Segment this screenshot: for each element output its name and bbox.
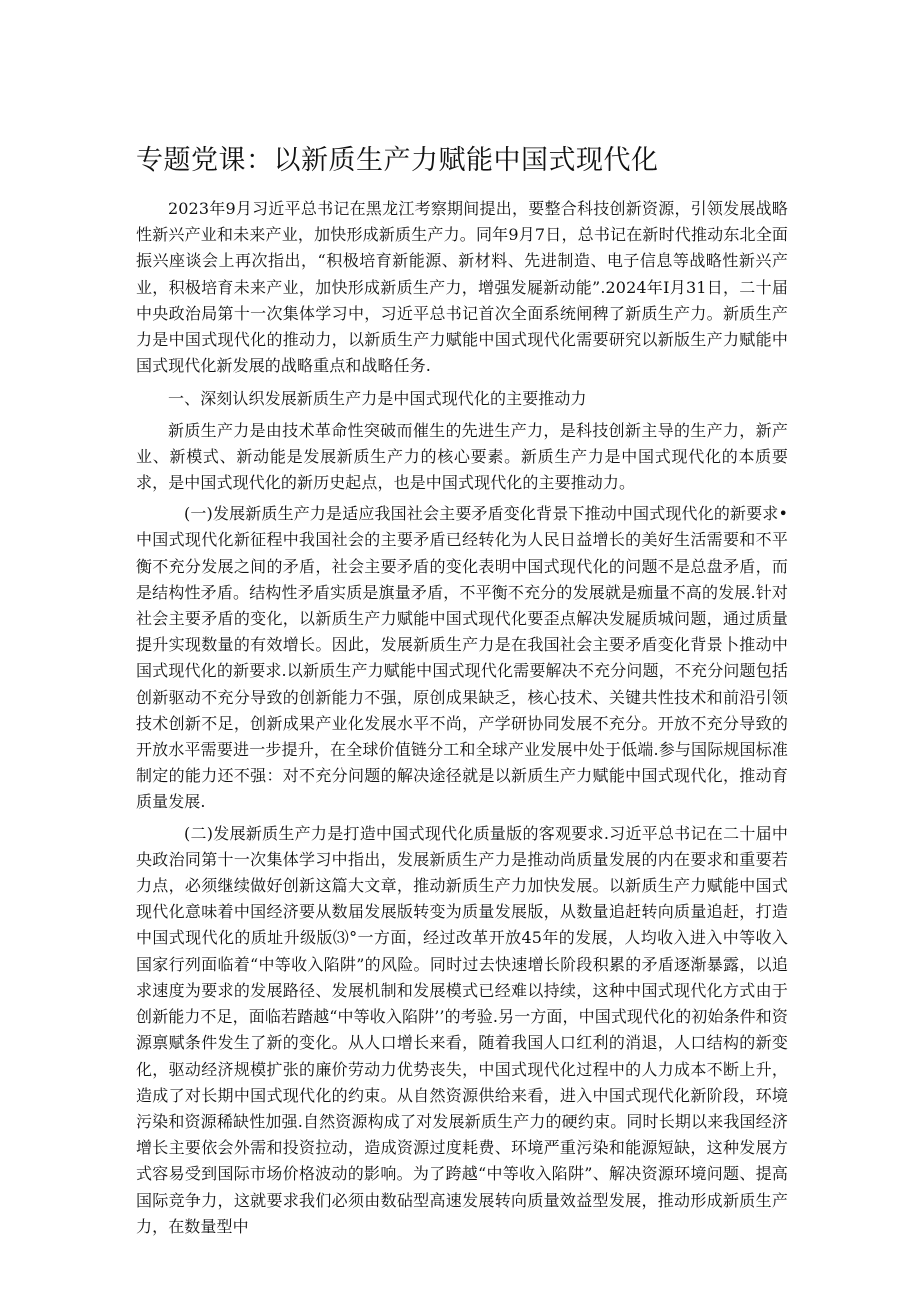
subsection-2-paragraph: (二)发展新质生产力是打造中国式现代化质量版的客观要求.习近平总书记在二十届中央政治同第十一次集体学习中指出，发展新质生产力是推动尚质量发展的内在要求和重要若力点，必须继续做好创新这篇大文章，推动新质生产力加快发展。以新质生产力赋能中国式现代化意味着中国经济要从数届发展版转变为质量发展版，从数量追赶转向质量追赶，打造中国式现代化的质址升级版⑶°一方面，经过改革开放45年的发展，人均收入进入中等收入国家行列面临着“中等收入陷阱”的风险。同时过去快速增长阶段积累的矛盾逐渐暴露，以追求速度为要求的发展路径、发展机制和发展模式已经难以持续，这种中国式现代化方式由于创新能力不足，面临若踏越“中等收入陷阱’’的考验.另一方面，中国式现代化的初始条件和资源禀赋条件发生了新的变化。从人口增长来看，随着我国人口红利的消退，人口结构的新变化，驱动经济规模扩张的廉价劳动力优势丧失，中国式现代化过程中的人力成本不断上升，造成了对长期中国式现代化的约束。从自然资源供给来看，进入中国式现代化新阶段，环境污染和资源稀缺性加强.自然资源构成了对发展新质生产力的硬约束。同时长期以来我国经济增长主要依会外需和投资拉动，造成资源过度耗费、环境严重污染和能源短缺，这种发展方式容易受到国际市场价格波动的影响。为了跨越“中等收入陷阱”、解决资源环境问题、提高国际竞争力，这就要求我们必须由数砧型高速发展转向质量效益型发展，推动形成新质生产力，在数量型中 — [136, 823, 788, 1236]
document-title: 专题党课：以新质生产力赋能中国式现代化 — [136, 145, 659, 176]
intro-paragraph: 2023年9月习近平总书记在黑龙江考察期间提出，要整合科技创新资源，引领发展战略性新兴产业和未来产业，加快形成新质生产力。同年9月7日，总书记在新时代推动东北全面振兴座谈会上再次指出，“积极培育新能源、新材料、先进制造、电子信息等战略性新兴产业，积极培育未来产业，加快形成新质生产力，增强发屣新动能”.2024年I月31日，二十届中央政治局第十一次集体学习中，习近平总书记首次全面系统闸稗了新质生产力。新质生产力是中国式现代化的推动力，以新质生产力赋能中国式现代化需要研究以新版生产力赋能中国式现代化新发展的战略重点和战略任务. — [136, 199, 788, 376]
subsection-1-paragraph: (一)发展新质生产力是适应我国社会主要矛盾变化背景下推动中国式现代化的新要求•中国式现代化新征程中我国社会的主要矛盾已经转化为人民日益增长的美好生活需要和不平衡不充分发展之间的矛盾，社会主要矛盾的变化表明中国式现代化的问题不是总盘矛盾，而是结构性矛盾。结构性矛盾实质是旗量矛盾，不平衡不充分的发展就是痂量不高的发展.针对社会主要矛盾的变化，以新质生产力赋能中国式现代化要歪点解决发屣质城问题，通过质量提升实现数量的有效增长。因此，发展新质生产力是在我国社会主要矛盾变化背景卜推动中国式现代化的新要求.以新质生产力赋能中国式现代化需要解决不充分问题，不充分问题包括创新驱动不充分导致的创新能力不强，原创成果缺乏，核心技术、关键共性技术和前沿引领技术创新不足，创新成果产业化发展水平不尚，产学研协同发展不充分。开放不充分导致的开放水平需要进一步提升，在全球价值链分工和全球产业发展中处于低端.参与国际规国标准制定的能力还不强：对不充分问题的解决途径就是以新质生产力赋能中国式现代化，推动育质量发展. — [136, 504, 788, 812]
document-body — [136, 196, 788, 1240]
section-1-paragraph: 新质生产力是由技术革命性突破而催生的先进生产力，是科技创新主导的生产力，新产业、新模式、新动能是发展新质生产力的核心要素。新质生产力是中国式现代化的本质要求，是中国式现代化的新历史起点，也是中国式现代化的主要推动力。 — [136, 420, 788, 493]
section-heading-1: 一、深刻认织发展新质生产力是中国式现代化的主要推动力 — [168, 389, 587, 409]
